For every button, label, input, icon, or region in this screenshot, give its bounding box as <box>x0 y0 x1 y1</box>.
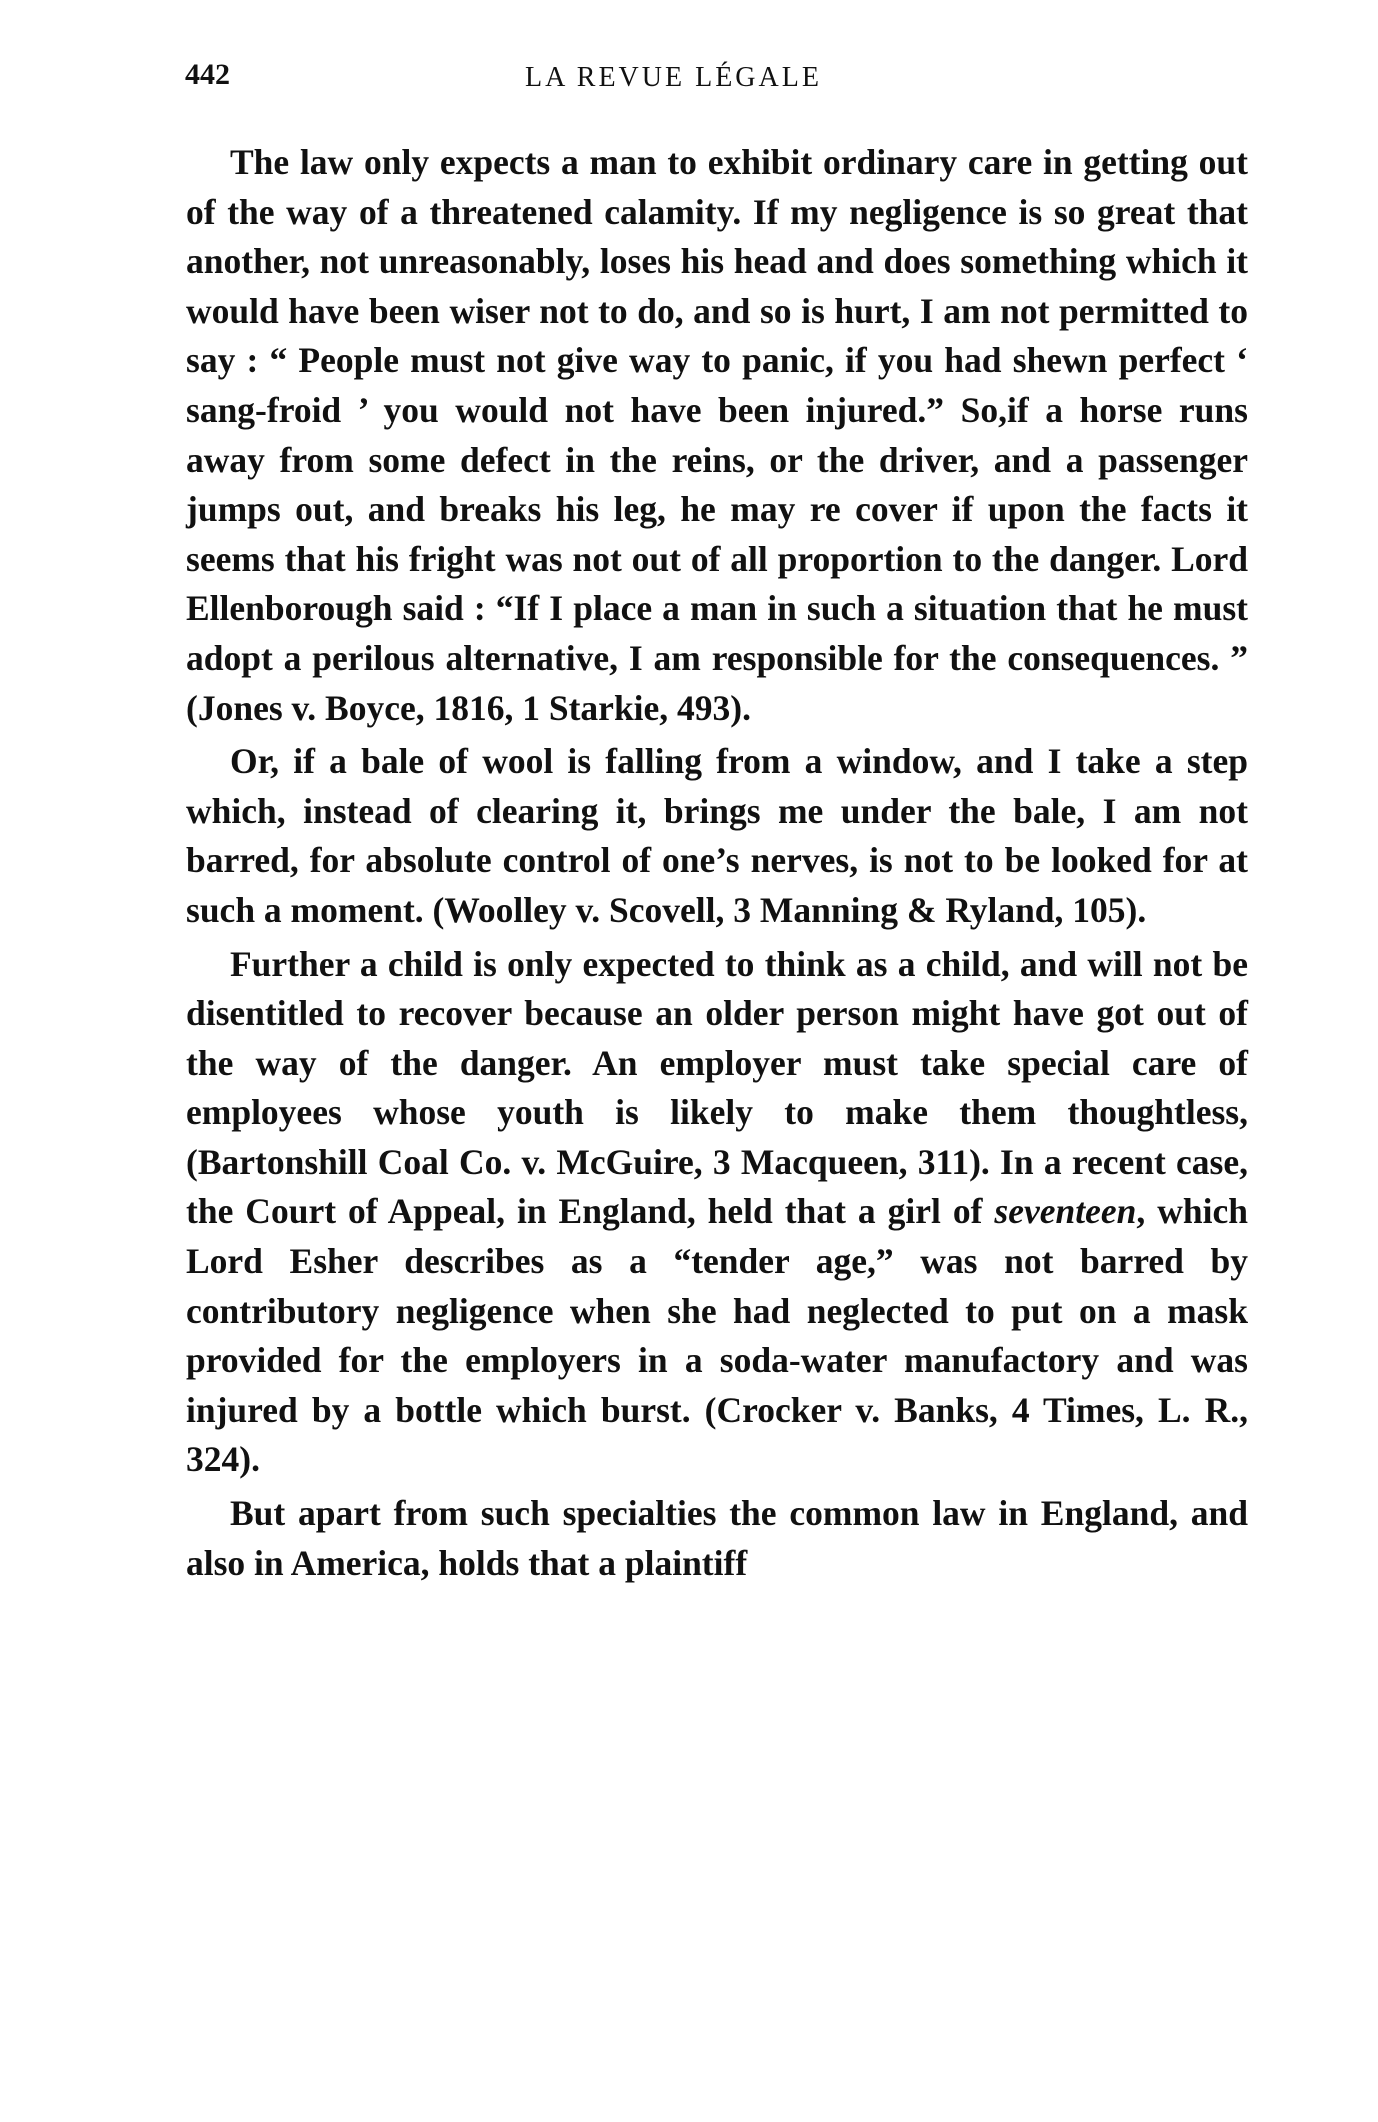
paragraph-bale-of-wool: Or, if a bale of wool is falling from a window, and I take a step which, instead of clearing it, brings me under the bale, I am not barred, for absolute control of one’s nerves, is not to be looked for at such a moment. (Woolley v. Scovell, 3 Manning & Ryland, 105). <box>186 741 1248 930</box>
paragraph-child-care <box>186 940 1248 1486</box>
page-number: 442 <box>185 58 230 91</box>
paragraph-ordinary-care: The law only expects a man to exhibit ordinary care in getting out of the way of a threatened calamity. If my negligence is so great that another, not unreasonably, loses his head and does something which it would have been wiser not to do, and so is hurt, I am not permitted to say : “ People must not give way to panic, if you had shewn perfect ‘ sang-froid ’ you would not have been injured.” So,if a horse runs away from some defect in the reins, or the driver, and a passenger jumps out, and breaks his leg, he may re cover if upon the facts it seems that his fright was not out of all proportion to the danger. Lord Ellenborough said : “If I place a man in such a situation that he must adopt a perilous alternative, I am responsible for the consequences. ” (Jones v. Boyce, 1816, 1 Starkie, 493). <box>186 142 1248 728</box>
paragraph-common-law: But apart from such specialties the common law in England, and also in America, holds that a plaintiff <box>186 1493 1248 1583</box>
paragraph-child-care-text-start: Further a child is only expected to think as a child, and will not be disentitled to recover because an older person might have got out of the way of the danger. An employer must take special care of employees whose youth is likely to make them thoughtless, (Bartonshill Coal Co. v. McGuire, 3 Macqueen, 311). In a recent case, the Court of Appeal, in England, held that a girl of <box>186 943 1248 1232</box>
journal-title: LA REVUE LÉGALE <box>525 62 822 93</box>
running-head <box>185 58 1245 108</box>
body-text <box>186 138 1248 1592</box>
emphasized-age: seventeen <box>994 1191 1137 1232</box>
paragraph-child-care-text-end: , which Lord Esher describes as a “tender age,” was not barred by contributory negligence when she had neglected to put on a mask provided for the employers in a soda-water manufactory and was injured by a bottle which burst. (Crocker v. Banks, 4 Times, L. R., 324). <box>186 1191 1248 1480</box>
